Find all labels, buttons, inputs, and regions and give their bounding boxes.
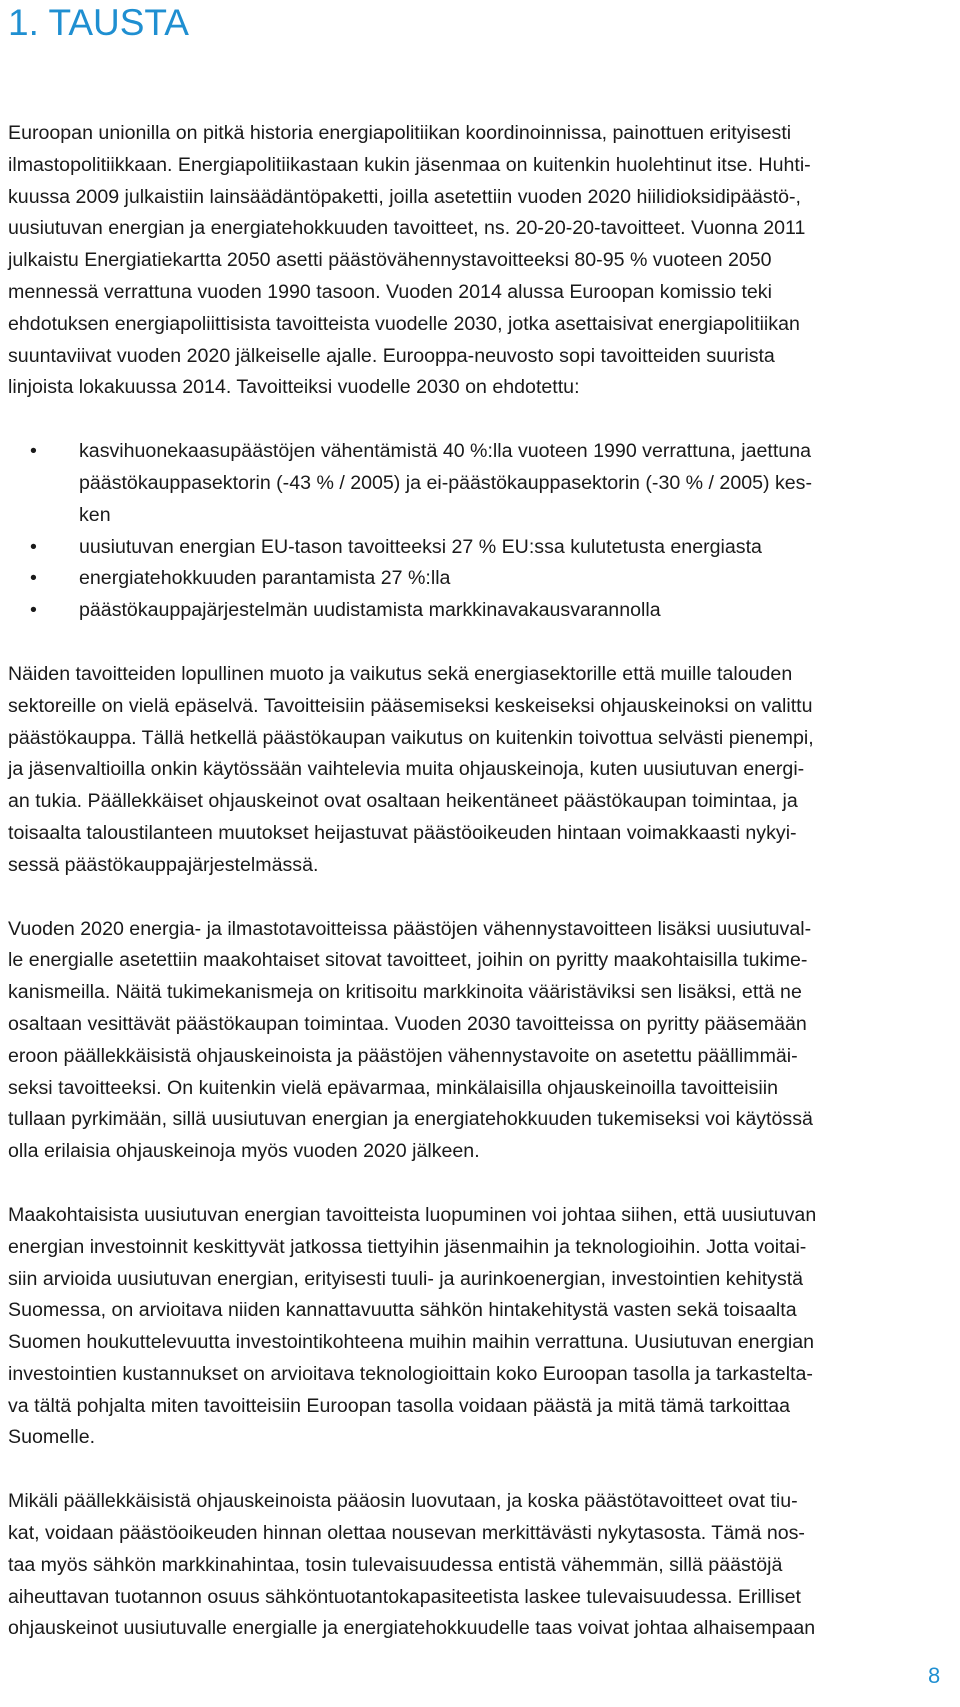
text-line: Näiden tavoitteiden lopullinen muoto ja vaikutus sekä energiasektorille että muille talouden (8, 662, 793, 685)
paragraph-intro (8, 118, 958, 404)
text-line: sektoreille on vielä epäselvä. Tavoitteisiin pääsemiseksi keskeiseksi ohjauskeinoksi on valittu (8, 694, 813, 717)
text-line: ohjauskeinot uusiutuvalle energialle ja energiatehokkuudelle taas voivat johtaa alhaisempaan (8, 1617, 816, 1640)
text-line: siin arvioida uusiutuvan energian, erityisesti tuuli- ja aurinkoenergian, investointien kehitystä (8, 1267, 804, 1290)
text-line: olla erilaisia ohjauskeinoja myös vuoden 2020 jälkeen. (8, 1140, 480, 1163)
target-list (8, 436, 958, 627)
text-line: uusiutuvan energian EU-tason tavoitteeksi 27 % EU:ssa kulutetusta energiasta (79, 535, 762, 558)
text-line: linjoista lokakuussa 2014. Tavoitteiksi vuodelle 2030 on ehdotettu: (8, 376, 580, 399)
text-line: kasvihuonekaasupäästöjen vähentämistä 40 %:lla vuoteen 1990 verrattuna, jaettuna (79, 440, 812, 463)
bullet-marker: • (30, 535, 37, 558)
text-line: ken (79, 503, 111, 526)
list-item (8, 532, 958, 564)
text-line: suuntaviivat vuoden 2020 jälkeiselle ajalle. Eurooppa-neuvosto sopi tavoitteiden suurista (8, 344, 775, 367)
text-line: Suomessa, on arvioitava niiden kannattavuutta sähkön hintakehitystä vasten sekä toisaalta (8, 1299, 797, 1322)
text-line: julkaistu Energiatiekartta 2050 asetti päästövähennystavoitteeksi 80-95 % vuoteen 2050 (8, 249, 772, 272)
text-line: eroon päällekkäisistä ohjauskeinoista ja päästöjen vähennystavoite on asetettu päällimmäi- (8, 1044, 798, 1067)
paragraph-emissions-trading (8, 659, 958, 882)
text-line: päästökauppajärjestelmän uudistamista markkinavakausvarannolla (79, 599, 661, 622)
text-line: kanismeilla. Näitä tukimekanismeja on kritisoitu markkinoita vääristäviksi sen lisäksi, että ne (8, 981, 802, 1004)
bullet-marker: • (30, 599, 37, 622)
list-item (8, 436, 958, 531)
text-line: an tukia. Päällekkäiset ohjauskeinot ovat osaltaan heikentäneet päästökaupan toimintaa, ja (8, 790, 798, 813)
list-item (8, 595, 958, 627)
page-number: 8 (928, 1663, 941, 1688)
text-line: Euroopan unionilla on pitkä historia energiapolitiikan koordinoinnissa, painottuen erityisesti (8, 122, 792, 144)
text-line: energian investoinnit keskittyvät jatkossa tiettyihin jäsenmaihin ja teknologioihin. Jotta voitai- (8, 1235, 807, 1258)
text-line: päästökauppasektorin (-43 % / 2005) ja ei-päästökauppasektorin (-30 % / 2005) kes- (79, 471, 813, 494)
paragraph-spacer (8, 627, 958, 659)
text-line: uusiutuvan energian ja energiatehokkuuden tavoitteet, ns. 20-20-20-tavoitteet. Vuonna 2011 (8, 217, 806, 240)
text-line: mennessä verrattuna vuoden 1990 tasoon. Vuoden 2014 alussa Euroopan komissio teki (8, 280, 772, 303)
text-line: va tältä pohjalta miten tavoitteisiin Euroopan tasolla voidaan päästä ja mitä tämä tarkoittaa (8, 1394, 791, 1417)
text-line: ja jäsenvaltioilla onkin käytössään vaihtelevia muita ohjauskeinoja, kuten uusiutuvan energi- (8, 758, 805, 781)
bullet-marker: • (30, 440, 37, 463)
text-line: Mikäli päällekkäisistä ohjauskeinoista pääosin luovutaan, ja koska päästötavoitteet ovat tiu- (8, 1490, 798, 1513)
text-line: ehdotuksen energiapoliittisista tavoitteista vuodelle 2030, jotka asettaisivat energiapolitiikan (8, 312, 800, 335)
paragraph-spacer (8, 1168, 958, 1200)
paragraph-2020-targets (8, 914, 958, 1168)
section-heading: 1. TAUSTA (8, 2, 189, 43)
text-line: Suomen houkuttelevuutta investointikohteena muihin maihin verrattuna. Uusiutuvan energian (8, 1331, 815, 1354)
text-line: toisaalta taloustilanteen muutokset heijastuvat päästöoikeuden hintaan voimakkaasti nykyi- (8, 821, 797, 844)
text-line: tullaan pyrkimään, sillä uusiutuvan energian ja energiatehokkuuden tukemiseksi voi käytössä (8, 1108, 813, 1131)
text-line: kat, voidaan päästöoikeuden hinnan olettaa nousevan merkittävästi nykytasosta. Tämä nos- (8, 1522, 805, 1545)
list-item (8, 563, 958, 595)
text-line: Suomelle. (8, 1426, 96, 1449)
text-line: osaltaan vesittävät päästökaupan toimintaa. Vuoden 2030 tavoitteissa on pyritty pääsemään (8, 1012, 807, 1035)
text-line: taa myös sähkön markkinahintaa, tosin tulevaisuudessa entistä vähemmän, sillä päästöjä (8, 1553, 783, 1576)
text-line: le energialle asetettiin maakohtaiset sitovat tavoitteet, joihin on pyritty maakohtaisilla tukime- (8, 949, 808, 972)
text-line: Maakohtaisista uusiutuvan energian tavoitteista luopuminen voi johtaa siihen, että uusiutuvan (8, 1203, 817, 1226)
paragraph-spacer (8, 1454, 958, 1486)
paragraph-emission-prices (8, 1486, 958, 1645)
paragraph-spacer (8, 882, 958, 914)
text-line: aiheuttavan tuotannon osuus sähköntuotantokapasiteetista laskee tulevaisuudessa. Erilliset (8, 1585, 801, 1608)
text-line: päästökauppa. Tällä hetkellä päästökaupan vaikutus on kuitenkin toivottua selvästi pienempi, (8, 726, 814, 749)
bullet-marker: • (30, 567, 37, 590)
text-line: ilmastopolitiikkaan. Energiapolitiikastaan kukin jäsenmaa on kuitenkin huolehtinut itse. Huhti- (8, 153, 811, 176)
text-line: Vuoden 2020 energia- ja ilmastotavoitteissa päästöjen vähennystavoitteen lisäksi uusiutuval- (8, 917, 812, 940)
paragraph-spacer (8, 404, 958, 436)
body-text (8, 118, 958, 1645)
text-line: sessä päästökauppajärjestelmässä. (8, 853, 319, 876)
text-line: investointien kustannukset on arvioitava teknologioittain koko Euroopan tasolla ja tarkastelta- (8, 1362, 813, 1385)
text-line: seksi tavoitteeksi. On kuitenkin vielä epävarmaa, minkälaisilla ohjauskeinoilla tavoitteisiin (8, 1076, 778, 1099)
text-line: energiatehokkuuden parantamista 27 %:lla (79, 567, 451, 590)
text-line: kuussa 2009 julkaistiin lainsäädäntöpaketti, joilla asetettiin vuoden 2020 hiilidioksidipäästö-, (8, 185, 801, 208)
paragraph-renewable-investments (8, 1200, 958, 1454)
